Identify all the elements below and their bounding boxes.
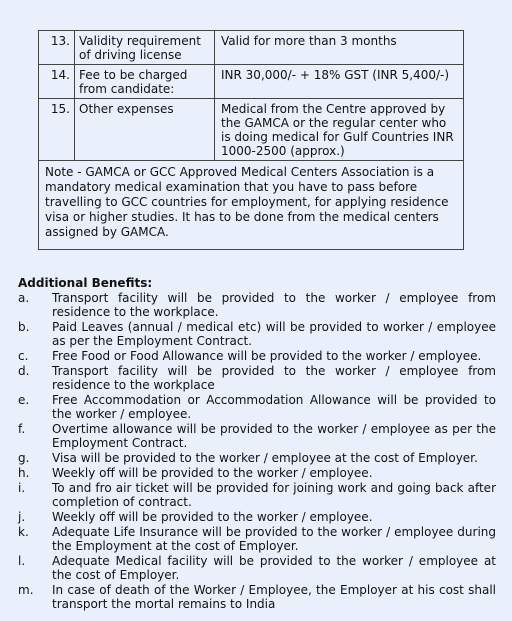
item-letter: b. xyxy=(18,320,30,334)
list-item xyxy=(18,583,496,611)
table-row xyxy=(39,31,463,65)
row-requirement: Fee to be charged from candidate: xyxy=(75,65,215,98)
item-letter: j. xyxy=(18,510,26,524)
item-text: Paid Leaves (annual / medical etc) will be provided to worker / employee as per the Employment Contract. xyxy=(52,320,496,348)
requirements-table xyxy=(38,30,464,250)
list-item xyxy=(18,364,496,392)
item-text: In case of death of the Worker / Employee, the Employer at his cost shall transport the mortal remains to India xyxy=(52,583,496,611)
item-letter: f. xyxy=(18,422,26,436)
list-item xyxy=(18,525,496,553)
item-text: Free Accommodation or Accommodation Allowance will be provided to the worker / employee. xyxy=(52,393,496,421)
item-letter: d. xyxy=(18,364,30,378)
row-value: Medical from the Centre approved by the GAMCA or the regular center who is doing medical for Gulf Countries INR 1000-2500 (approx.) xyxy=(221,102,454,158)
item-text: Transport facility will be provided to the worker / employee from residence to the workplace xyxy=(52,364,496,392)
item-letter: c. xyxy=(18,349,29,363)
item-letter: m. xyxy=(18,583,34,597)
row-number: 13. xyxy=(39,31,75,64)
additional-benefits-section xyxy=(18,276,496,612)
item-letter: h. xyxy=(18,466,30,480)
list-item xyxy=(18,349,496,363)
item-text: Weekly off will be provided to the worker / employee. xyxy=(52,510,373,524)
list-item xyxy=(18,510,496,524)
item-text: Weekly off will be provided to the worker / employee. xyxy=(52,466,373,480)
item-letter: e. xyxy=(18,393,30,407)
item-text: Adequate Life Insurance will be provided to the worker / employee during the Employment at the cost of Employer. xyxy=(52,525,496,553)
row-number: 15. xyxy=(39,99,75,160)
item-letter: i. xyxy=(18,481,26,495)
item-letter: g. xyxy=(18,451,30,465)
list-item xyxy=(18,320,496,348)
item-letter: l. xyxy=(18,554,26,568)
list-item xyxy=(18,481,496,509)
row-number: 14. xyxy=(39,65,75,98)
list-item xyxy=(18,291,496,319)
benefits-heading: Additional Benefits: xyxy=(18,276,153,290)
row-value: Valid for more than 3 months xyxy=(221,34,397,48)
list-item xyxy=(18,451,496,465)
row-requirement: Validity requirement of driving license xyxy=(75,31,215,64)
item-text: Free Food or Food Allowance will be provided to the worker / employee. xyxy=(52,349,482,363)
item-text: Visa will be provided to the worker / employee at the cost of Employer. xyxy=(52,451,478,465)
gamca-note: Note - GAMCA or GCC Approved Medical Centers Association is a mandatory medical examination that you have to pass before travelling to GCC countries for employment, for applying residence visa or higher studies. It has to be done from the medical centers assigned by GAMCA. xyxy=(45,165,449,239)
item-letter: a. xyxy=(18,291,30,305)
item-text: Transport facility will be provided to the worker / employee from residence to the workplace. xyxy=(52,291,496,319)
list-item xyxy=(18,393,496,421)
row-value: INR 30,000/- + 18% GST (INR 5,400/-) xyxy=(221,68,450,82)
item-text: Adequate Medical facility will be provided to the worker / employee at the cost of Employer. xyxy=(52,554,496,582)
row-requirement: Other expenses xyxy=(75,99,215,160)
table-row xyxy=(39,99,463,161)
item-text: Overtime allowance will be provided to the worker / employee as per the Employment Contract. xyxy=(52,422,496,450)
list-item xyxy=(18,422,496,450)
item-letter: k. xyxy=(18,525,29,539)
item-text: To and fro air ticket will be provided for joining work and going back after completion of contract. xyxy=(52,481,496,509)
list-item xyxy=(18,554,496,582)
table-row xyxy=(39,65,463,99)
list-item xyxy=(18,466,496,480)
